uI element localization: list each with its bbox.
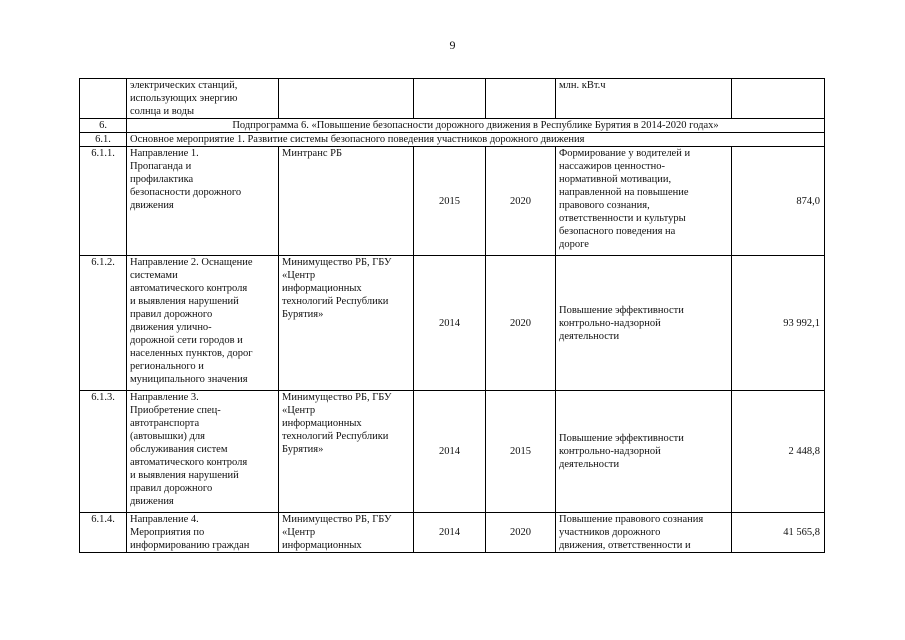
section-code: 6. xyxy=(80,119,127,133)
row-executor: Минтранс РБ xyxy=(279,147,414,256)
row-code: 6.1.2. xyxy=(80,256,127,391)
cell-amount xyxy=(732,79,825,119)
row-executor: Минимущество РБ, ГБУ «Центр информационных технологий Республики Бурятия» xyxy=(279,391,414,513)
row-end-year: 2020 xyxy=(486,256,556,391)
row-code: 6.1.1. xyxy=(80,147,127,256)
row-name: Направление 2. Оснащение системами автоматического контроля и выявления нарушений правил дорожного движения улично- дорожной сети городов и населенных пунктов, дорог регионального и муниципального значения xyxy=(127,256,279,391)
row-start-year: 2014 xyxy=(414,513,486,553)
row-name: Направление 1. Пропаганда и профилактика безопасности дорожного движения xyxy=(127,147,279,256)
row-result: Повышение правового сознания участников дорожного движения, ответственности и xyxy=(556,513,732,553)
cell-start xyxy=(414,79,486,119)
cell-executor xyxy=(279,79,414,119)
cell-name: электрических станций, использующих энергию солнца и воды xyxy=(127,79,279,119)
row-start-year: 2014 xyxy=(414,256,486,391)
table-row xyxy=(80,256,825,391)
row-executor: Минимущество РБ, ГБУ «Центр информационных технологий Республики Бурятия» xyxy=(279,256,414,391)
table-row xyxy=(80,391,825,513)
page-number: 9 xyxy=(449,38,456,52)
main-event-title: Основное мероприятие 1. Развитие системы безопасного поведения участников дорожного движения xyxy=(127,133,825,147)
section-row xyxy=(80,119,825,133)
row-start-year: 2015 xyxy=(414,147,486,256)
program-table xyxy=(79,78,825,553)
cell-code xyxy=(80,79,127,119)
cell-end xyxy=(486,79,556,119)
row-amount: 93 992,1 xyxy=(732,256,825,391)
table-row xyxy=(80,79,825,119)
row-result: Повышение эффективности контрольно-надзорной деятельности xyxy=(556,391,732,513)
table-row xyxy=(80,147,825,256)
section-title: Подпрограмма 6. «Повышение безопасности дорожного движения в Республике Бурятия в 2014-2020 годах» xyxy=(127,119,825,133)
row-name: Направление 3. Приобретение спец- автотранспорта (автовышки) для обслуживания систем автоматического контроля и выявления нарушений правил дорожного движения xyxy=(127,391,279,513)
cell-unit: млн. кВт.ч xyxy=(556,79,732,119)
main-event-row xyxy=(80,133,825,147)
row-code: 6.1.4. xyxy=(80,513,127,553)
main-event-code: 6.1. xyxy=(80,133,127,147)
row-result: Повышение эффективности контрольно-надзорной деятельности xyxy=(556,256,732,391)
row-name: Направление 4. Мероприятия по информированию граждан xyxy=(127,513,279,553)
table-row xyxy=(80,513,825,553)
row-executor: Минимущество РБ, ГБУ «Центр информационных xyxy=(279,513,414,553)
row-code: 6.1.3. xyxy=(80,391,127,513)
row-amount: 874,0 xyxy=(732,147,825,256)
row-amount: 2 448,8 xyxy=(732,391,825,513)
row-start-year: 2014 xyxy=(414,391,486,513)
row-amount: 41 565,8 xyxy=(732,513,825,553)
row-result: Формирование у водителей и нассажиров ценностно- нормативной мотивации, направленной на повышение правового сознания, ответственности и культуры безопасного поведения на дороге xyxy=(556,147,732,256)
row-end-year: 2020 xyxy=(486,147,556,256)
row-end-year: 2020 xyxy=(486,513,556,553)
row-end-year: 2015 xyxy=(486,391,556,513)
